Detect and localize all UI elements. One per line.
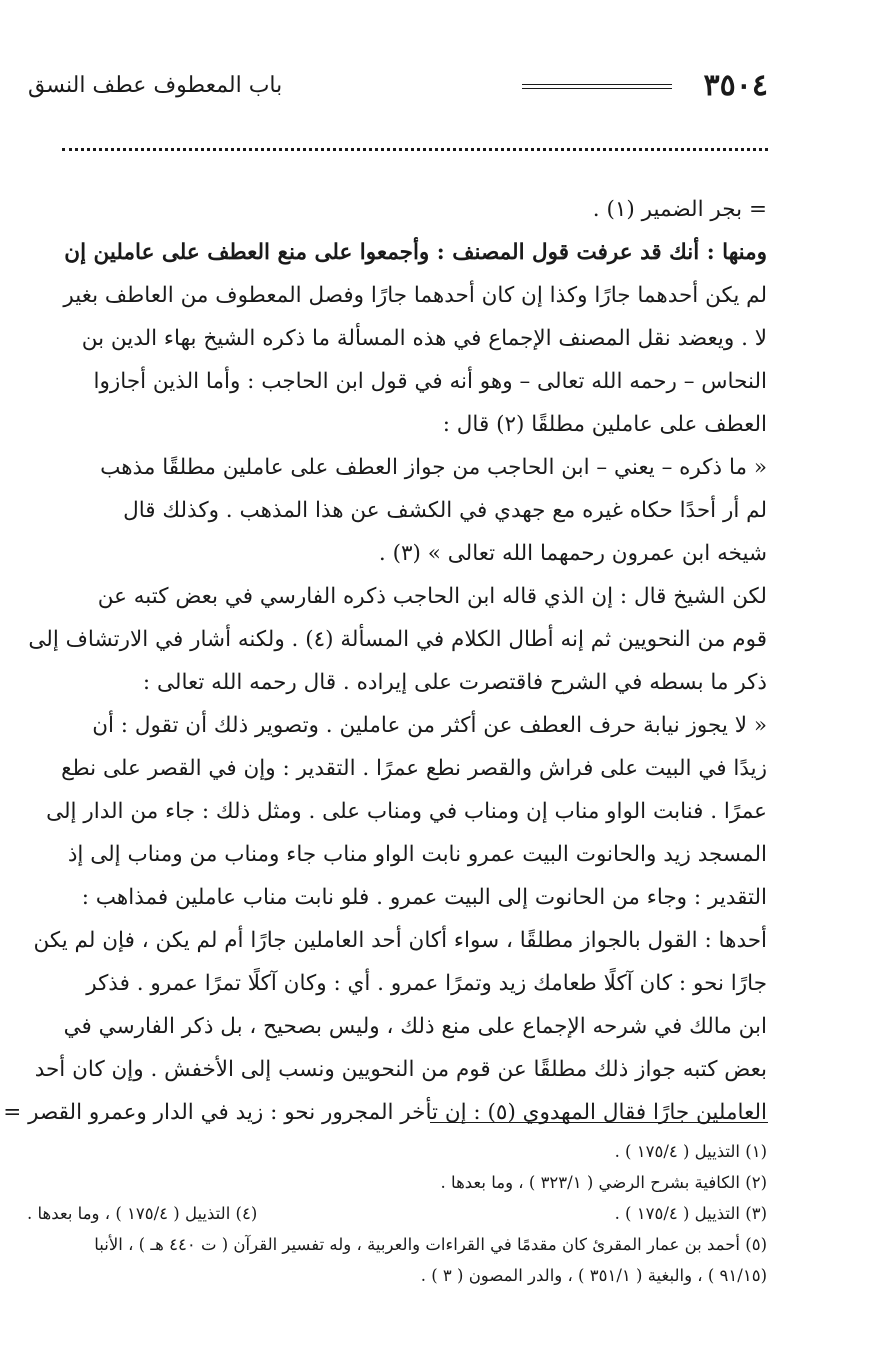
text-line: العطف على عاملين مطلقًا (٢) قال : xyxy=(442,412,767,437)
text-line: لا . ويعضد نقل المصنف الإجماع في هذه المسألة ما ذكره الشيخ بهاء الدين بن xyxy=(81,326,767,351)
running-title: باب المعطوف عطف النسق xyxy=(28,73,283,98)
quote-line: جارًا نحو : كان آكلًا طعامك زيد وتمرًا عمرو . أي : وكان آكلًا تمرًا عمرو . فذكر xyxy=(86,971,767,996)
footnotes xyxy=(27,1136,767,1291)
page-number: ٣٥٠٤ xyxy=(703,68,768,103)
text-line: = بجر الضمير (١) . xyxy=(592,197,767,222)
text-line: قوم من النحويين ثم إنه أطال الكلام في المسألة (٤) . ولكنه أشار في الارتشاف إلى xyxy=(28,627,767,652)
quote-line: عمرًا . فنابت الواو مناب إن ومناب في ومناب على . ومثل ذلك : جاء من الدار إلى xyxy=(46,799,767,824)
text-line: لكن الشيخ قال : إن الذي قاله ابن الحاجب ذكره الفارسي في بعض كتبه عن xyxy=(97,584,767,609)
text-line: ومنها : أنك قد عرفت قول المصنف : وأجمعوا على منع العطف على عاملين إن xyxy=(64,240,767,265)
quote-line: زيدًا في البيت على فراش والقصر نطع عمرًا . التقدير : وإن في القصر على نطع xyxy=(61,756,767,781)
footnote-5-continued: (٩١/١٥ ) ، والبغية ( ٣٥١/١ ) ، والدر المصون ( ٣ ) . xyxy=(420,1266,767,1285)
footnote-row-3-4 xyxy=(27,1198,767,1229)
quote-line: المسجد زيد والحانوت البيت عمرو نابت الواو مناب جاء ومناب من ومناب إلى إذ xyxy=(67,842,767,867)
main-text xyxy=(3,188,767,1134)
quote-line: « لا يجوز نيابة حرف العطف عن أكثر من عاملين . وتصوير ذلك أن تقول : أن xyxy=(92,713,767,738)
footnote-separator xyxy=(430,1122,768,1123)
footnote-5: (٥) أحمد بن عمار المقرئ كان مقدمًا في القراءات والعربية ، وله تفسير القرآن ( ت ٤٤٠ هـ ) ، الأنبا xyxy=(94,1235,767,1254)
footnote-2: (٢) الكافية بشرح الرضي ( ٣٢٣/١ ) ، وما بعدها . xyxy=(440,1173,767,1192)
quote-line: لم أر أحدًا حكاه غيره مع جهدي في الكشف عن هذا المذهب . وكذلك قال xyxy=(123,498,767,523)
footnote-4: (٤) التذييل ( ١٧٥/٤ ) ، وما بعدها . xyxy=(27,1204,258,1223)
header-rule xyxy=(522,84,672,89)
quote-line: شيخه ابن عمرون رحمهما الله تعالى » (٣) . xyxy=(378,541,767,566)
quote-line: « ما ذكره – يعني – ابن الحاجب من جواز العطف على عاملين مطلقًا مذهب xyxy=(100,455,767,480)
dotted-separator xyxy=(62,148,768,151)
quote-line: العاملين جارًا فقال المهدوي (٥) : إن تأخر المجرور نحو : زيد في الدار وعمرو القصر = xyxy=(3,1100,767,1125)
quote-line: أحدها : القول بالجواز مطلقًا ، سواء أكان أحد العاملين جارًا أم لم يكن ، فإن لم يكن xyxy=(33,928,767,953)
quote-line: التقدير : وجاء من الحانوت إلى البيت عمرو . فلو نابت مناب عاملين فمذاهب : xyxy=(81,885,767,910)
text-line: لم يكن أحدهما جارًا وكذا إن كان أحدهما جارًا وفصل المعطوف من العاطف بغير xyxy=(63,283,767,308)
page-header xyxy=(28,66,768,106)
text-line: ذكر ما بسطه في الشرح فاقتصرت على إيراده . قال رحمه الله تعالى : xyxy=(142,670,767,695)
footnote-3: (٣) التذييل ( ١٧٥/٤ ) . xyxy=(614,1204,767,1223)
quote-line: بعض كتبه جواز ذلك مطلقًا عن قوم من النحويين ونسب إلى الأخفش . وإن كان أحد xyxy=(34,1057,767,1082)
text-line: النحاس – رحمه الله تعالى – وهو أنه في قول ابن الحاجب : وأما الذين أجازوا xyxy=(93,369,767,394)
footnote-1: (١) التذييل ( ١٧٥/٤ ) . xyxy=(614,1142,767,1161)
quote-line: ابن مالك في شرحه الإجماع على منع ذلك ، وليس بصحيح ، بل ذكر الفارسي في xyxy=(63,1014,767,1039)
